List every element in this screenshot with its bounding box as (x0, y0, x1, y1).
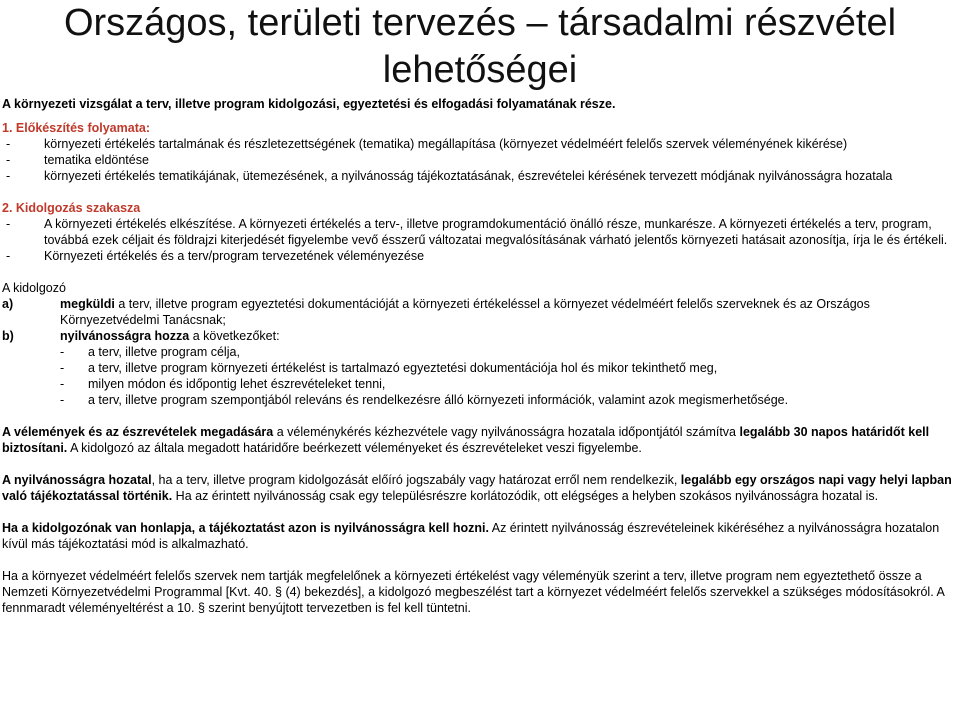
item-a: a) megküldi a terv, illetve program egyeztetési dokumentációját a környezeti értékeléssel a környezet védelméért felelős szerveknek és az Országos Környezetvédelmi Tanácsnak; (2, 297, 870, 327)
item-b: b) nyilvánosságra hozza a következőket: (2, 329, 280, 343)
section2-heading: 2. Kidolgozás szakasza (2, 201, 141, 215)
paragraph-disagreement: Ha a környezet védelméért felelős szervek nem tartják megfelelőnek a környezeti értékelést vagy véleményük szerint a terv, illetve program nem egyeztethető össze a Nemzeti Környezetvédelmi Programmal [Kvt. 40. § (4) bekezdés], a kidolgozó megbeszélést tart a környezet védelméért felelős szervekkel a szükséges módosításokról. A fennmaradt véleményeltérést a 10. § szerint benyújtott tervezetben is fel kell tüntetni. (2, 569, 945, 615)
kidolgozo-intro: A kidolgozó (2, 281, 66, 295)
paragraph-website: Ha a kidolgozónak van honlapja, a tájékoztatást azon is nyilvánosságra kell hozni. Az érintett nyilvánosság észrevételeinek kikéréséhez a nyilvánosságra hozatalon kívül más tájékoztatási mód is alkalmazható. (2, 521, 940, 551)
list-item: - a terv, illetve program célja, (60, 345, 240, 359)
section1-heading: 1. Előkészítés folyamata: (2, 121, 150, 135)
list-item: - A környezeti értékelés elkészítése. A környezeti értékelés a terv-, illetve programdokumentáció önálló része, munkarésze. A környezeti értékelés a terv, program, továbbá ezek céljait és földrajzi kiterjedését figyelembe vevő ésszerű változatai megvalósításának várható jelentős környezeti hatásait azonosítja, írja le és értékeli. (6, 217, 948, 247)
list-item: - környezeti értékelés tematikájának, ütemezésének, a nyilvánosság tájékoztatásának, észrevételei kérésének tervezett módjának nyilvánosságra hozatala (6, 169, 893, 183)
list-item: - Környezeti értékelés és a terv/program tervezetének véleményezése (6, 249, 425, 263)
list-item: - a terv, illetve program környezeti értékelést is tartalmazó egyeztetési dokumentációja hol és mikor tekinthető meg, (60, 361, 718, 375)
list-item: - környezeti értékelés tartalmának és részletezettségének (tematika) megállapítása (környezet védelméért felelős szervek véleményének kikérése) (6, 137, 848, 151)
paragraph-publication: A nyilvánosságra hozatal, ha a terv, illetve program kidolgozását előíró jogszabály vagy határozat erről nem rendelkezik, legalább egy országos napi vagy helyi lapban való tájékoztatással történik. Ha az érintett nyilvánosság csak egy településrészre korlátozódik, ott elégséges a helyben szokásos nyilvánosságra hozatal is. (2, 473, 952, 503)
title-line-1: Országos, területi tervezés – társadalmi részvétel (63, 2, 897, 44)
list-item: - milyen módon és időpontig lehet észrevételeket tenni, (60, 377, 386, 391)
list-item: - tematika eldöntése (6, 153, 149, 167)
title-line-2: lehetőségei (382, 49, 578, 91)
page-title (0, 0, 960, 94)
paragraph-deadline: A vélemények és az észrevételek megadására a véleménykérés kézhezvétele vagy nyilvánosságra hozatala időpontjától számítva legalább 30 napos határidőt kell biztosítani. A kidolgozó az általa megadott határidőre beérkezett véleményeket és észrevételeket veszi figyelembe. (2, 425, 930, 455)
subtitle: A környezeti vizsgálat a terv, illetve program kidolgozási, egyeztetési és elfogadási folyamatának része. (2, 97, 616, 111)
document-body (2, 120, 958, 616)
list-item: - a terv, illetve program szempontjából releváns és rendelkezésre álló környezeti információk, valamint azok megismerhetősége. (60, 393, 789, 407)
